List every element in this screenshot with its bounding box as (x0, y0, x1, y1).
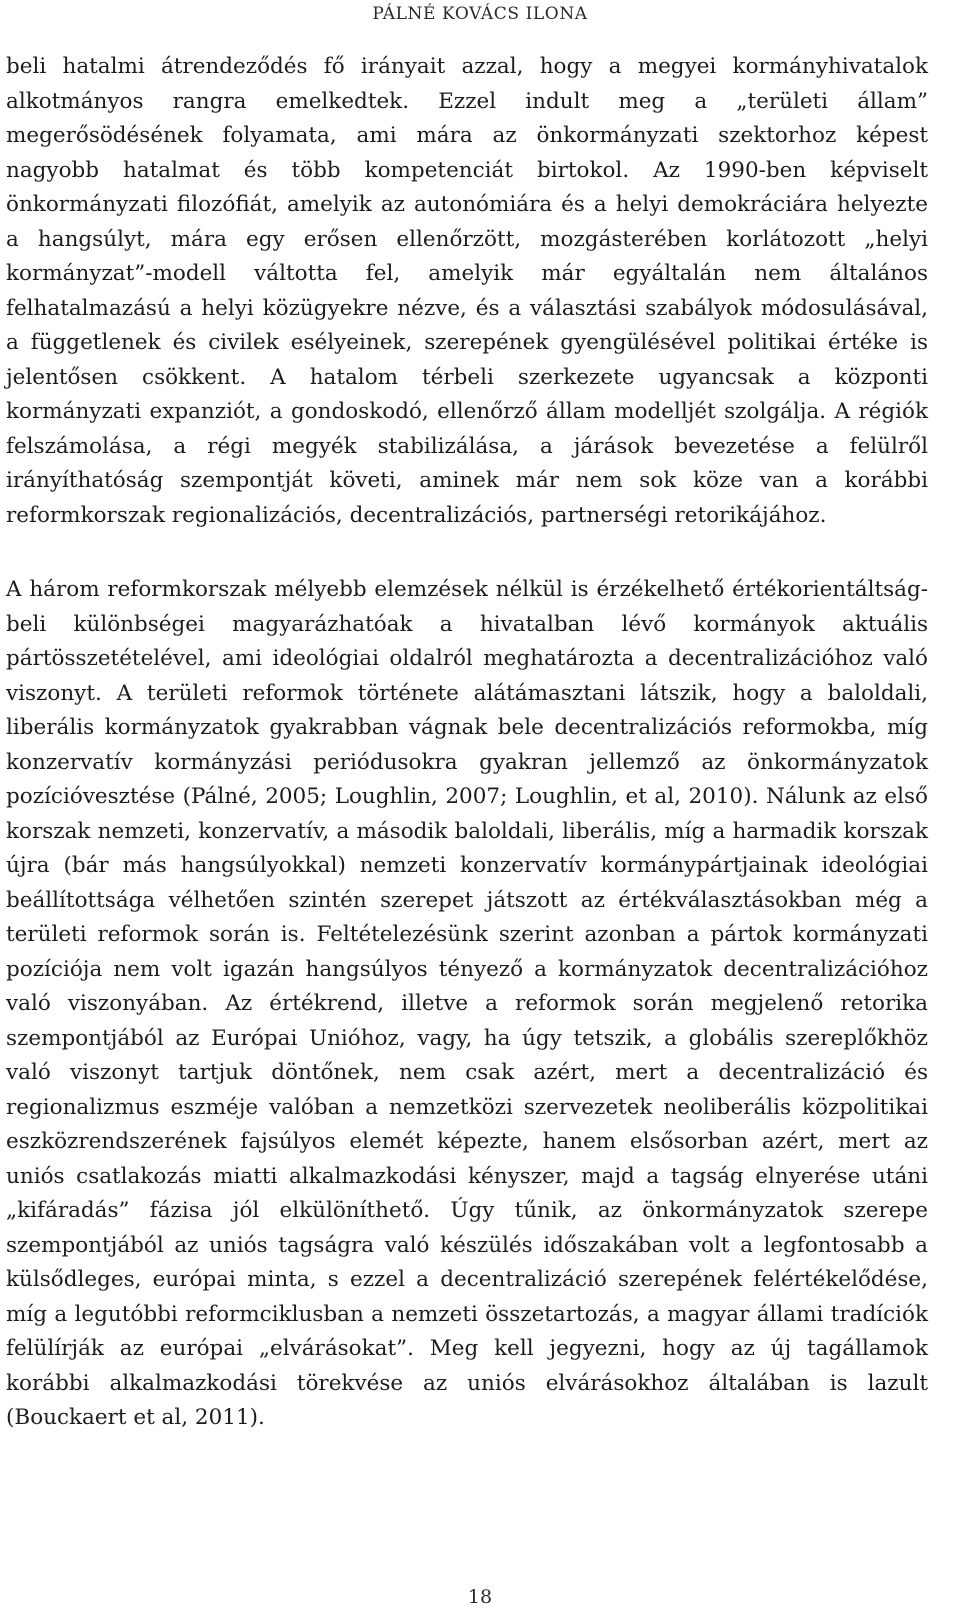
body-paragraph: beli hatalmi átrendeződés fő irányait azzal, hogy a megyei kormányhivatalok alkotmányos rangra emelkedtek. Ezzel indult meg a „területi állam” megerősödésének folyamata, ami mára az önkormányzati szektorhoz képest nagyobb hatalmat és több kompetenciát birtokol. Az 1990-ben képviselt önkormányzati filozófiát, amelyik az autonómiára és a helyi demokráciára helyezte a hangsúlyt, mára egy erősen ellenőrzött, mozgásterében korlátozott „helyi kormányzat”-modell váltotta fel, amelyik már egyáltalán nem általános felhatalmazású a helyi közügyekre nézve, és a választási szabályok módosulásával, a függetlenek és civilek esélyeinek, szerepének gyengülésével politikai értéke is jelentősen csökkent. A hatalom térbeli szerkezete ugyancsak a központi kormányzati expanziót, a gondoskodó, ellenőrző állam modelljét szolgálja. A régiók felszámolása, a régi megyék stabilizálása, a járások bevezetése a felülről irányíthatóság szempontját követi, aminek már nem sok köze van a korábbi reformkorszak regionalizációs, decentralizációs, partnerségi retorikájához. (6, 54, 928, 528)
body-paragraph: A három reformkorszak mélyebb elemzések nélkül is érzékelhető értékorientáltság-beli különbségei magyarázhatóak a hivatalban lévő kormányok aktuális pártösszetételével, ami ideológiai oldalról meghatározta a decentralizációhoz való viszonyt. A területi reformok története alátámasztani látszik, hogy a baloldali, liberális kormányzatok gyakrabban vágnak bele decentralizációs reformokba, míg konzervatív kormányzási periódusokra gyakran jellemző az önkormányzatok pozícióvesztése (Pálné, 2005; Loughlin, 2007; Loughlin, et al, 2010). Nálunk az első korszak nemzeti, konzervatív, a második baloldali, liberális, míg a harmadik korszak újra (bár más hangsúlyokkal) nemzeti konzervatív kormánypártjainak ideológiai beállítottsága vélhetően szintén szerepet játszott az értékválasztásokban még a területi reformok során is. Feltételezésünk szerint azonban a pártok kormányzati pozíciója nem volt igazán hangsúlyos tényező a kormányzatok decentralizációhoz való viszonyában. Az értékrend, illetve a reformok során megjelenő retorika szempontjából az Európai Unióhoz, vagy, ha úgy tetszik, a globális szereplőkhöz való viszonyt tartjuk döntőnek, nem csak azért, mert a decentralizáció és regionalizmus eszméje valóban a nemzetközi szervezetek neoliberális közpolitikai eszközrendszerének fajsúlyos elemét képezte, hanem elsősorban azért, mert az uniós csatlakozás miatti alkalmazkodási kényszer, majd a tagság elnyerése utáni „kifáradás” fázisa jól elkülöníthető. Úgy tűnik, az önkormányzatok szerepe szempontjából az uniós tagságra való készülés időszakában volt a legfontosabb a külsődleges, európai minta, s ezzel a decentralizáció szerepének felértékelődése, míg a legutóbbi reformciklusban a nemzeti összetartozás, a magyar állami tradíciók felülírják az európai „elvárásokat”. Meg kell jegyezni, hogy az új tagállamok korábbi alkalmazkodási törekvése az uniós elvárásokhoz általában is lazult (Bouckaert et al, 2011). (6, 577, 928, 1430)
paragraph-1-container (6, 50, 928, 533)
paragraph-2-container (6, 573, 928, 1436)
page-number: 18 (467, 1586, 493, 1608)
running-header: PÁLNÉ KOVÁCS ILONA (372, 4, 588, 24)
